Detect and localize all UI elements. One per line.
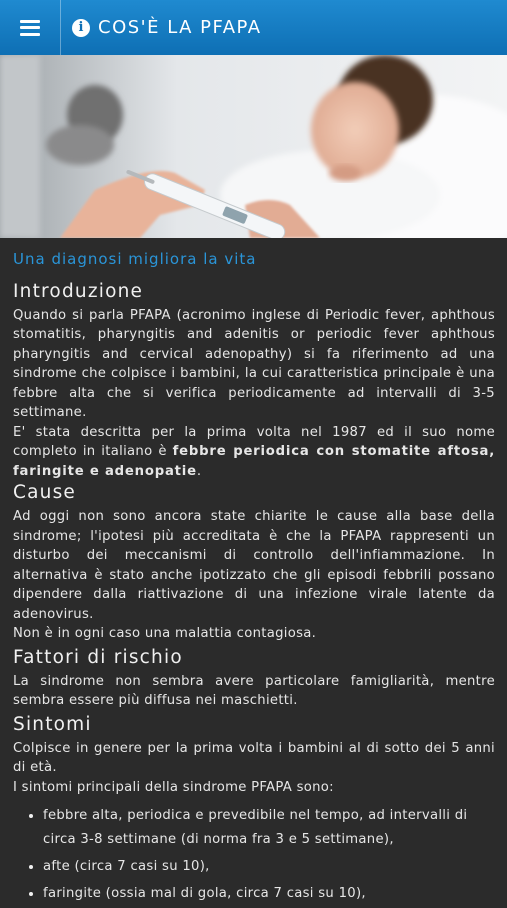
- section-title-fattori-di-rischio: Fattori di rischio: [13, 646, 183, 668]
- list-item: • faringite (ossia mal di gola, circa 7 casi su 10),: [43, 881, 495, 906]
- child-thermometer-photo: [0, 55, 507, 238]
- rischio-paragraph: La sindrome non sembra avere particolare famigliarità, mentre sembra essere più diffusa nei maschietti.: [13, 673, 495, 708]
- main-content: [13, 246, 495, 908]
- info-icon: i: [72, 19, 90, 37]
- sintomi-list: [13, 803, 495, 906]
- tagline: Una diagnosi migliora la vita: [13, 250, 257, 268]
- intro-paragraph-2: [13, 423, 495, 482]
- list-item: • afte (circa 7 casi su 10),: [43, 854, 495, 879]
- app-header: [0, 0, 507, 55]
- cause-paragraph-2: Non è in ogni caso una malattia contagiosa.: [13, 626, 317, 641]
- intro-paragraph-1: Quando si parla PFAPA (acronimo inglese di Periodic fever, aphthous stomatitis, pharyngitis and adenitis or periodic fever aphthous pharyngitis and cervical adenopathy) si fa riferimento ad una sindrome che colpisce i bambini, la cui caratteristica principale è una febbre alta che si verifica periodicamente ad intervalli di 3-5 settimane.: [13, 307, 495, 420]
- section-title-sintomi: Sintomi: [13, 713, 92, 735]
- cause-paragraph-1: Ad oggi non sono ancora state chiarite le cause alla base della sindrome; l'ipotesi più accreditata è che la PFAPA rappresenti un disturbo dei meccanismi di controllo dell'infiammazione. In alternativa è stato anche ipotizzato che gli episodi febbrili possano dipendere dalla riattivazione di una infezione virale latente da adenovirus.: [13, 509, 495, 622]
- intro-text: E' stata descritta per la prima volta nel 1987 ed il suo nome completo in italiano è: [13, 424, 495, 459]
- intro-bold-name: febbre periodica con stomatite aftosa, faringite e adenopatie: [13, 444, 495, 479]
- page-title: [72, 0, 262, 55]
- list-item: • febbre alta, periodica e prevedibile nel tempo, ad intervalli di circa 3-8 settimane (di norma fra 3 e 5 settimane),: [43, 803, 495, 852]
- page-title-text: COS'È LA PFAPA: [98, 17, 262, 38]
- hamburger-menu-icon[interactable]: [0, 0, 61, 55]
- section-title-cause: Cause: [13, 482, 76, 503]
- section-title-introduzione: Introduzione: [13, 280, 144, 302]
- intro-text-end: .: [196, 463, 202, 479]
- sintomi-paragraph-2: I sintomi principali della sindrome PFAPA sono:: [13, 779, 334, 795]
- hero-image: [0, 55, 507, 238]
- sintomi-paragraph-1: Colpisce in genere per la prima volta i bambini al di sotto dei 5 anni di età.: [13, 740, 495, 775]
